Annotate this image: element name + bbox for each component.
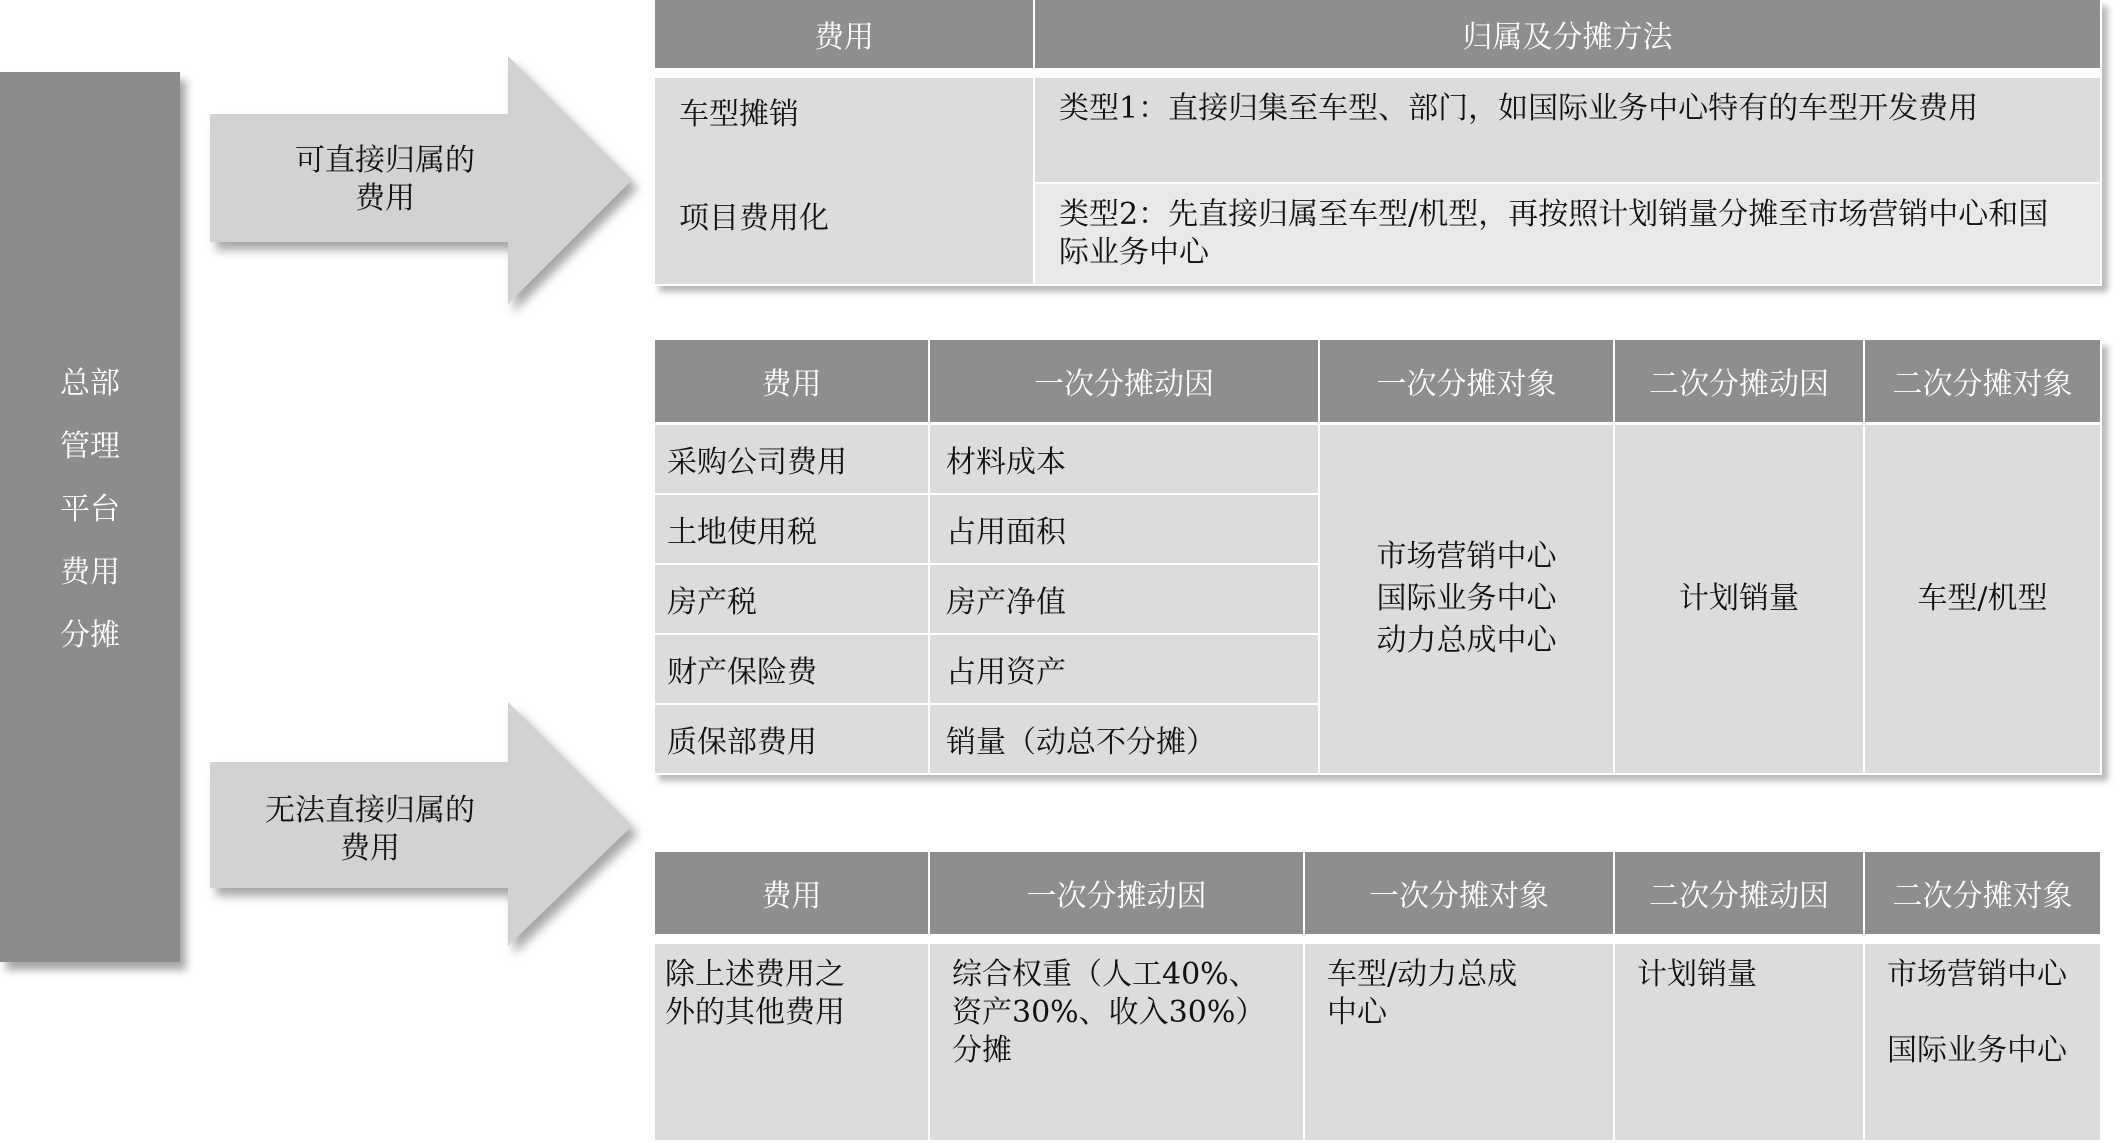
method-type-2 [1034,183,2101,285]
driver-cell: 占用面积 [929,494,1319,564]
table-header-row [654,0,2101,73]
indirect-arrow-label: 无法直接归属的 费用 [265,793,475,866]
first-target-cell: 车型/动力总成 中心 [1304,939,1614,1141]
direct-allocation-table [653,0,2102,286]
table-header-row [654,340,2101,424]
second-target-cell: 车型/机型 [1864,424,2101,775]
expense-cell [654,73,1034,285]
header-expense: 费用 [654,0,1034,73]
method-text: 类型2：先直接归属至车型/机型，再按照计划销量分摊至市场营销中心和国际业务中心 [1059,197,2049,270]
expense-cell: 财产保险费 [654,634,929,704]
method-text: 类型1：直接归集至车型、部门，如国际业务中心特有的车型开发费用 [1059,91,1979,126]
left-bar-label: 总部 管理 平台 费用 分摊 [60,366,120,653]
header-first-driver: 一次分摊动因 [929,852,1304,939]
driver-cell: 材料成本 [929,424,1319,495]
method-type-1 [1034,73,2101,183]
expense-item-vehicle-amortization: 车型摊销 [679,97,799,132]
table-row [654,939,2101,1141]
left-category-bar [0,72,180,962]
header-first-target: 一次分摊对象 [1304,852,1614,939]
indirect-allocation-table [653,340,2102,775]
driver-cell: 占用资产 [929,634,1319,704]
header-second-target: 二次分摊对象 [1864,852,2101,939]
table-row [654,73,2101,183]
header-expense: 费用 [654,340,929,424]
driver-cell: 销量（动总不分摊） [929,704,1319,774]
table-header-row [654,852,2101,939]
expense-cell: 采购公司费用 [654,424,929,495]
header-second-driver: 二次分摊动因 [1614,340,1864,424]
table-row [654,424,2101,495]
driver-cell: 房产净值 [929,564,1319,634]
second-driver-cell: 计划销量 [1614,939,1864,1141]
second-target-cell: 市场营销中心 国际业务中心 [1864,939,2101,1141]
driver-cell: 综合权重（人工40%、 资产30%、收入30%） 分摊 [929,939,1304,1141]
header-second-driver: 二次分摊动因 [1614,852,1864,939]
first-target-cell: 市场营销中心 国际业务中心 动力总成中心 [1319,424,1614,775]
second-driver-cell: 计划销量 [1614,424,1864,775]
expense-cell: 房产税 [654,564,929,634]
header-method: 归属及分摊方法 [1034,0,2101,73]
header-first-driver: 一次分摊动因 [929,340,1319,424]
expense-item-project-expensing: 项目费用化 [679,201,829,236]
other-expense-table [653,852,2102,1142]
header-first-target: 一次分摊对象 [1319,340,1614,424]
expense-cell: 质保部费用 [654,704,929,774]
direct-arrow-label: 可直接归属的 费用 [295,143,475,216]
expense-cell: 土地使用税 [654,494,929,564]
header-second-target: 二次分摊对象 [1864,340,2101,424]
header-expense: 费用 [654,852,929,939]
expense-cell: 除上述费用之 外的其他费用 [654,939,929,1141]
